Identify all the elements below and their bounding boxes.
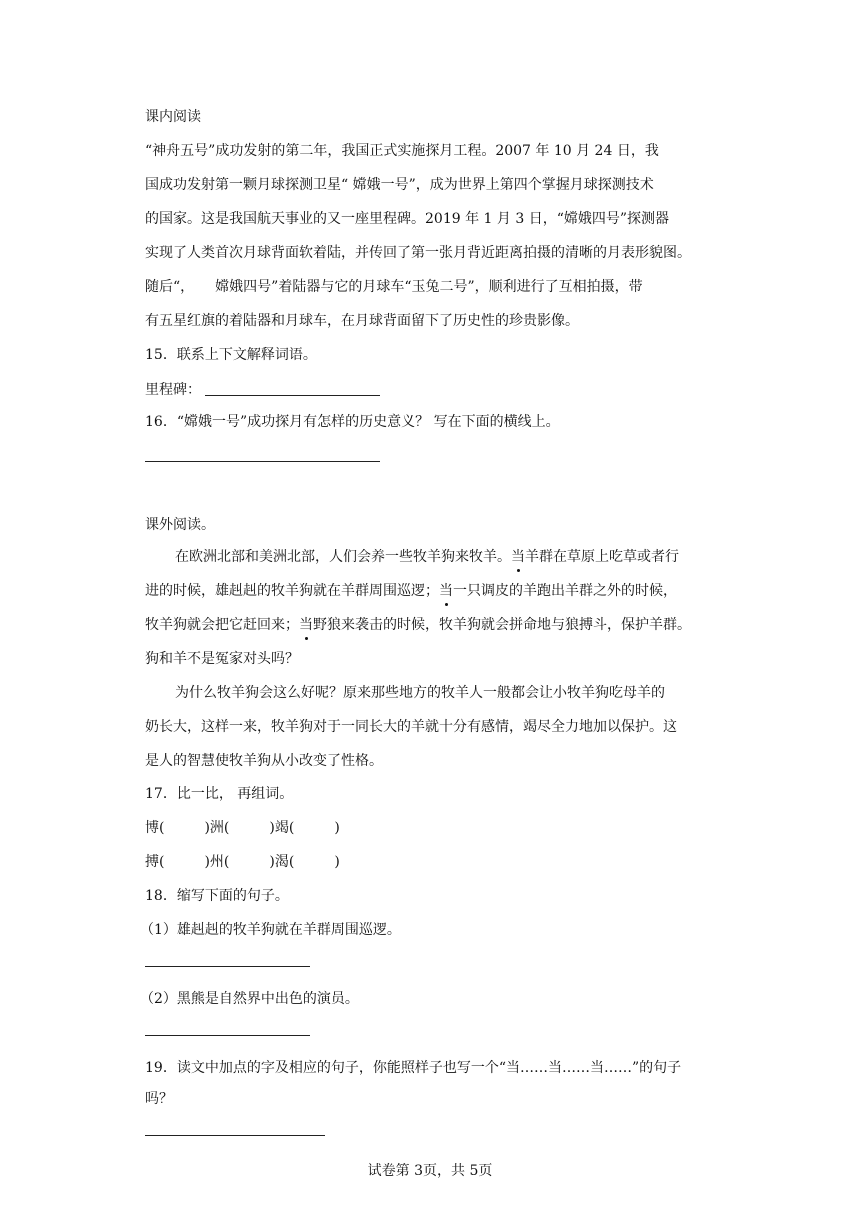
text-segment: 在欧洲北部和美洲北部，人们会养一些牧羊狗来牧羊。	[175, 549, 511, 565]
compare-row-1	[145, 818, 340, 838]
page-footer: 试卷第 3页，共 5页	[367, 1163, 493, 1179]
answer-blank-19[interactable]	[145, 1135, 325, 1136]
passage2-line-7: 是人的智慧使牧羊狗从小改变了性格。	[145, 753, 383, 769]
text-segment: 羊群在草原上吃草或者行	[525, 549, 679, 565]
passage1-line-5: 随后“， 嫦娥四号”着陆器与它的月球车“玉兔二号”，顺利进行了互相拍摄，带	[145, 279, 643, 295]
passage1-line-4: 实现了人类首次月球背面软着陆，并传回了第一张月背近距离拍摄的清晰的月表形貌图。	[145, 245, 691, 261]
char-item: 搏(	[145, 854, 165, 870]
text-segment: 牧羊狗就会把它赶回来；	[145, 617, 299, 633]
passage1-line-6: 有五星红旗的着陆器和月球车，在月球背面留下了历史性的珍贵影像。	[145, 313, 579, 329]
question-18-sentence-1: （1）雄赳赳的牧羊狗就在羊群周围巡逻。	[140, 922, 401, 938]
text-segment: 野狼来袭击的时候，牧羊狗就会拼命地与狼搏斗，保护羊群。	[313, 617, 691, 633]
question-17: 17．比一比， 再组词。	[145, 786, 294, 802]
char-item: )竭(	[269, 820, 295, 836]
passage1-line-2: 国成功发射第一颗月球探测卫星“ 嫦娥一号”，成为世界上第四个掌握月球探测技术	[145, 177, 654, 193]
text-segment: 进的时候，雄赳赳的牧羊狗就在羊群周围巡逻；	[145, 583, 439, 599]
emphasis-char: 当	[439, 583, 453, 599]
char-item: )洲(	[204, 820, 230, 836]
section-heading-in-class: 课内阅读	[145, 109, 201, 125]
answer-blank-18-1[interactable]	[145, 966, 310, 967]
answer-blank-16[interactable]	[145, 461, 380, 462]
char-item: 博(	[145, 820, 165, 836]
passage1-line-3: 的国家。这是我国航天事业的又一座里程碑。2019 年 1 月 3 日，“嫦娥四号”探测器	[145, 211, 670, 227]
char-item: )	[334, 820, 340, 836]
question-15-term: 里程碑：	[145, 382, 201, 398]
passage2-line-2	[145, 581, 677, 601]
question-18: 18．缩写下面的句子。	[145, 888, 289, 904]
passage2-line-3	[145, 615, 691, 635]
answer-blank-18-2[interactable]	[145, 1035, 310, 1036]
compare-row-2	[145, 852, 340, 872]
passage2-line-5: 为什么牧羊狗会这么好呢？原来那些地方的牧羊人一般都会让小牧羊狗吃母羊的	[175, 685, 665, 701]
char-item: )	[334, 854, 340, 870]
passage2-line-1	[175, 547, 679, 567]
emphasis-char: 当	[511, 549, 525, 565]
question-16: 16．“嫦娥一号”成功探月有怎样的历史意义？ 写在下面的横线上。	[145, 414, 560, 430]
question-19-line-1: 19．读文中加点的字及相应的句子，你能照样子也写一个“当……当……当……”的句子	[145, 1060, 682, 1076]
char-item: )州(	[204, 854, 230, 870]
question-18-sentence-2: （2）黑熊是自然界中出色的演员。	[140, 991, 359, 1007]
char-item: )渴(	[269, 854, 295, 870]
question-15: 15．联系上下文解释词语。	[145, 347, 317, 363]
section-heading-extra: 课外阅读。	[145, 517, 215, 533]
passage2-line-6: 奶长大，这样一来，牧羊狗对于一同长大的羊就十分有感情，竭尽全力地加以保护。这	[145, 719, 677, 735]
text-segment: 一只调皮的羊跑出羊群之外的时候，	[453, 583, 677, 599]
passage1-line-1: “神舟五号”成功发射的第二年，我国正式实施探月工程。2007 年 10 月 24 日，我	[145, 143, 659, 159]
passage2-line-4: 狗和羊不是冤家对头吗？	[145, 651, 299, 667]
answer-blank-15[interactable]	[205, 395, 380, 396]
emphasis-char: 当	[299, 617, 313, 633]
question-19-line-2: 吗？	[145, 1091, 173, 1107]
